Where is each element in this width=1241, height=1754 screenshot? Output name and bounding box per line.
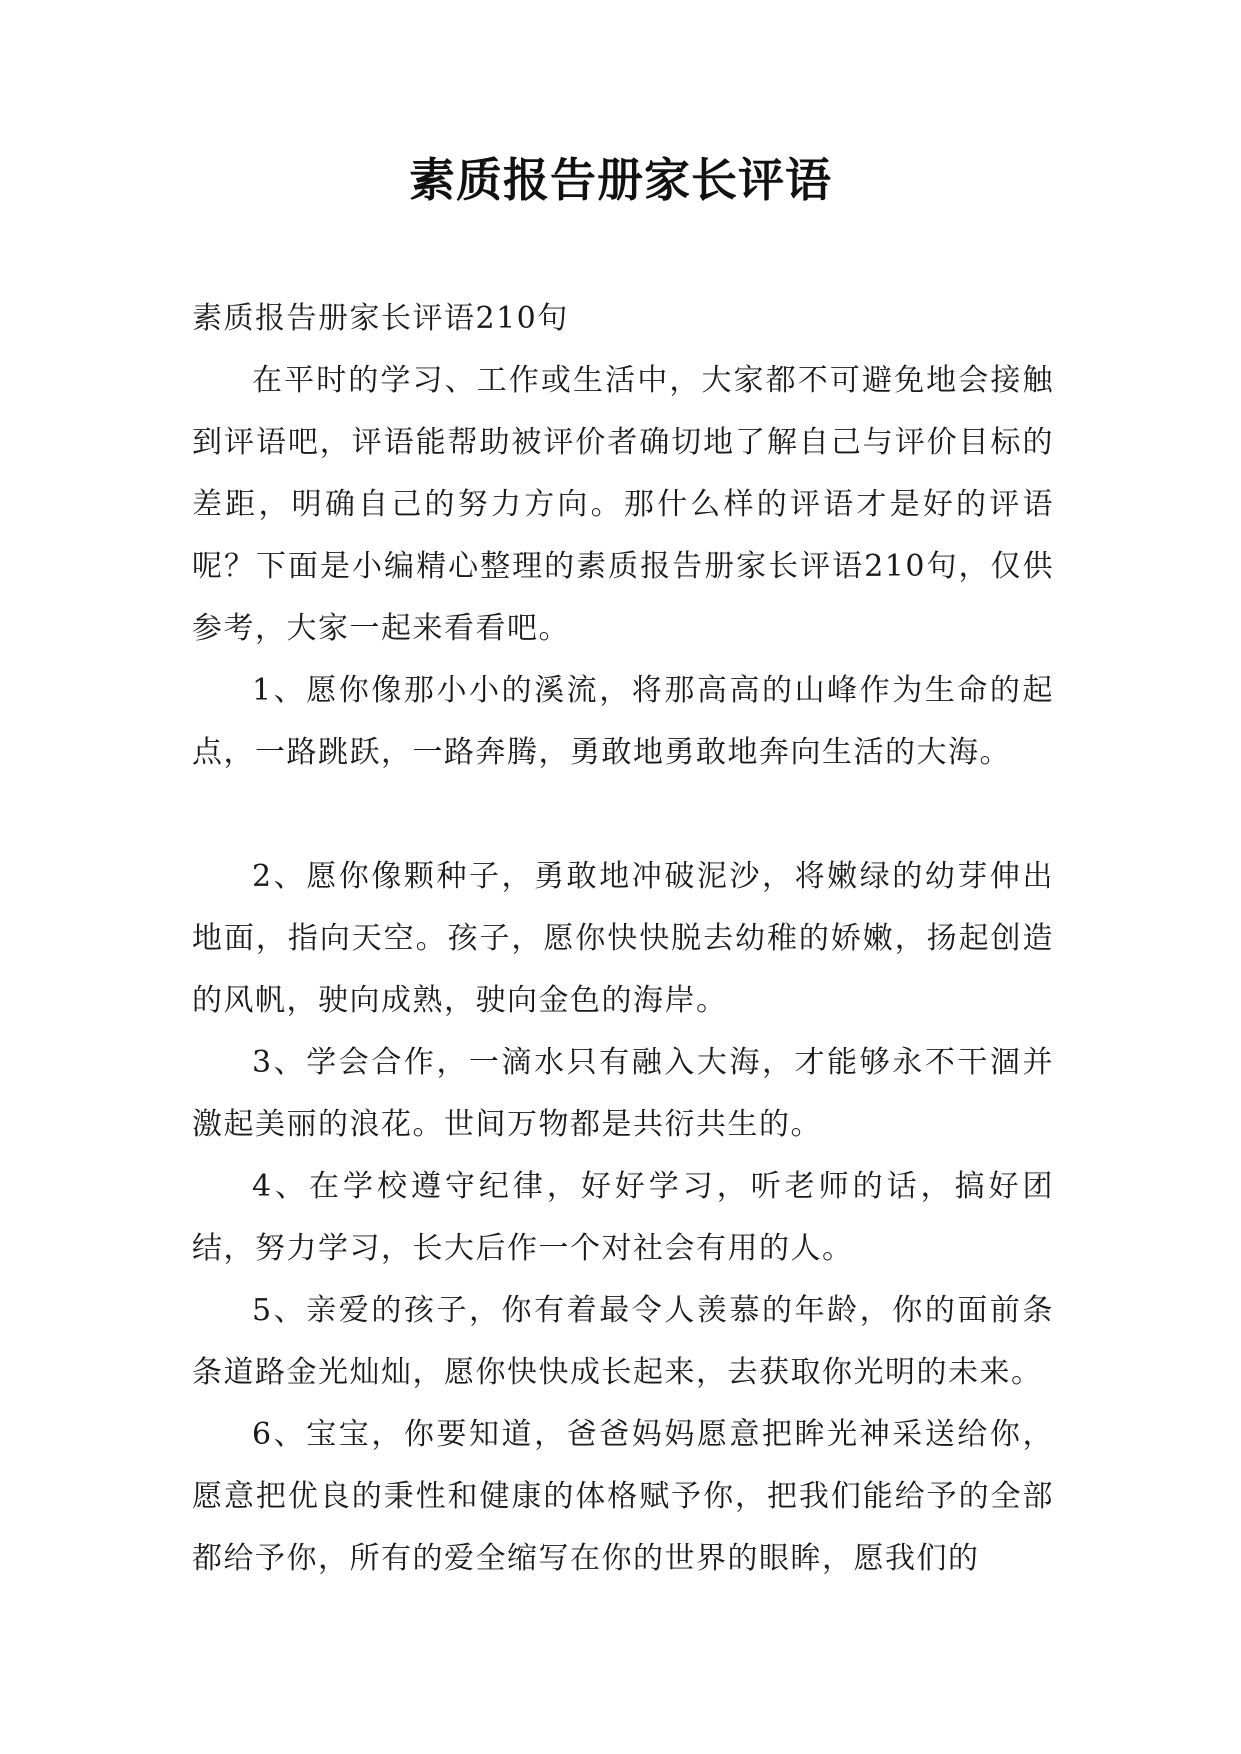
document-body	[192, 288, 1054, 1590]
comment-item-2: 2、愿你像颗种子，勇敢地冲破泥沙，将嫩绿的幼芽伸出地面，指向天空。孩子，愿你快快脱去幼稚的娇嫩，扬起创造的风帆，驶向成熟，驶向金色的海岸。	[192, 859, 1054, 1018]
comment-item-3: 3、学会合作，一滴水只有融入大海，才能够永不干涸并激起美丽的浪花。世间万物都是共衍共生的。	[192, 1045, 1054, 1142]
comment-item-5: 5、亲爱的孩子，你有着最令人羡慕的年龄，你的面前条条道路金光灿灿，愿你快快成长起来，去获取你光明的未来。	[192, 1293, 1054, 1390]
document-title: 素质报告册家长评语	[409, 153, 832, 207]
comment-item-4: 4、在学校遵守纪律，好好学习，听老师的话，搞好团结，努力学习，长大后作一个对社会有用的人。	[192, 1169, 1054, 1266]
paragraph-gap	[192, 784, 1054, 846]
document-subtitle: 素质报告册家长评语210句	[192, 301, 569, 336]
comment-item-1: 1、愿你像那小小的溪流，将那高高的山峰作为生命的起点，一路跳跃，一路奔腾，勇敢地勇敢地奔向生活的大海。	[192, 673, 1054, 770]
comment-item-6: 6、宝宝，你要知道，爸爸妈妈愿意把眸光神采送给你，愿意把优良的秉性和健康的体格赋予你，把我们能给予的全部都给予你，所有的爱全缩写在你的世界的眼眸，愿我们的	[192, 1417, 1054, 1576]
intro-paragraph: 在平时的学习、工作或生活中，大家都不可避免地会接触到评语吧，评语能帮助被评价者确切地了解自己与评价目标的差距，明确自己的努力方向。那什么样的评语才是好的评语呢？下面是小编精心整理的素质报告册家长评语210句，仅供参考，大家一起来看看吧。	[192, 363, 1054, 646]
